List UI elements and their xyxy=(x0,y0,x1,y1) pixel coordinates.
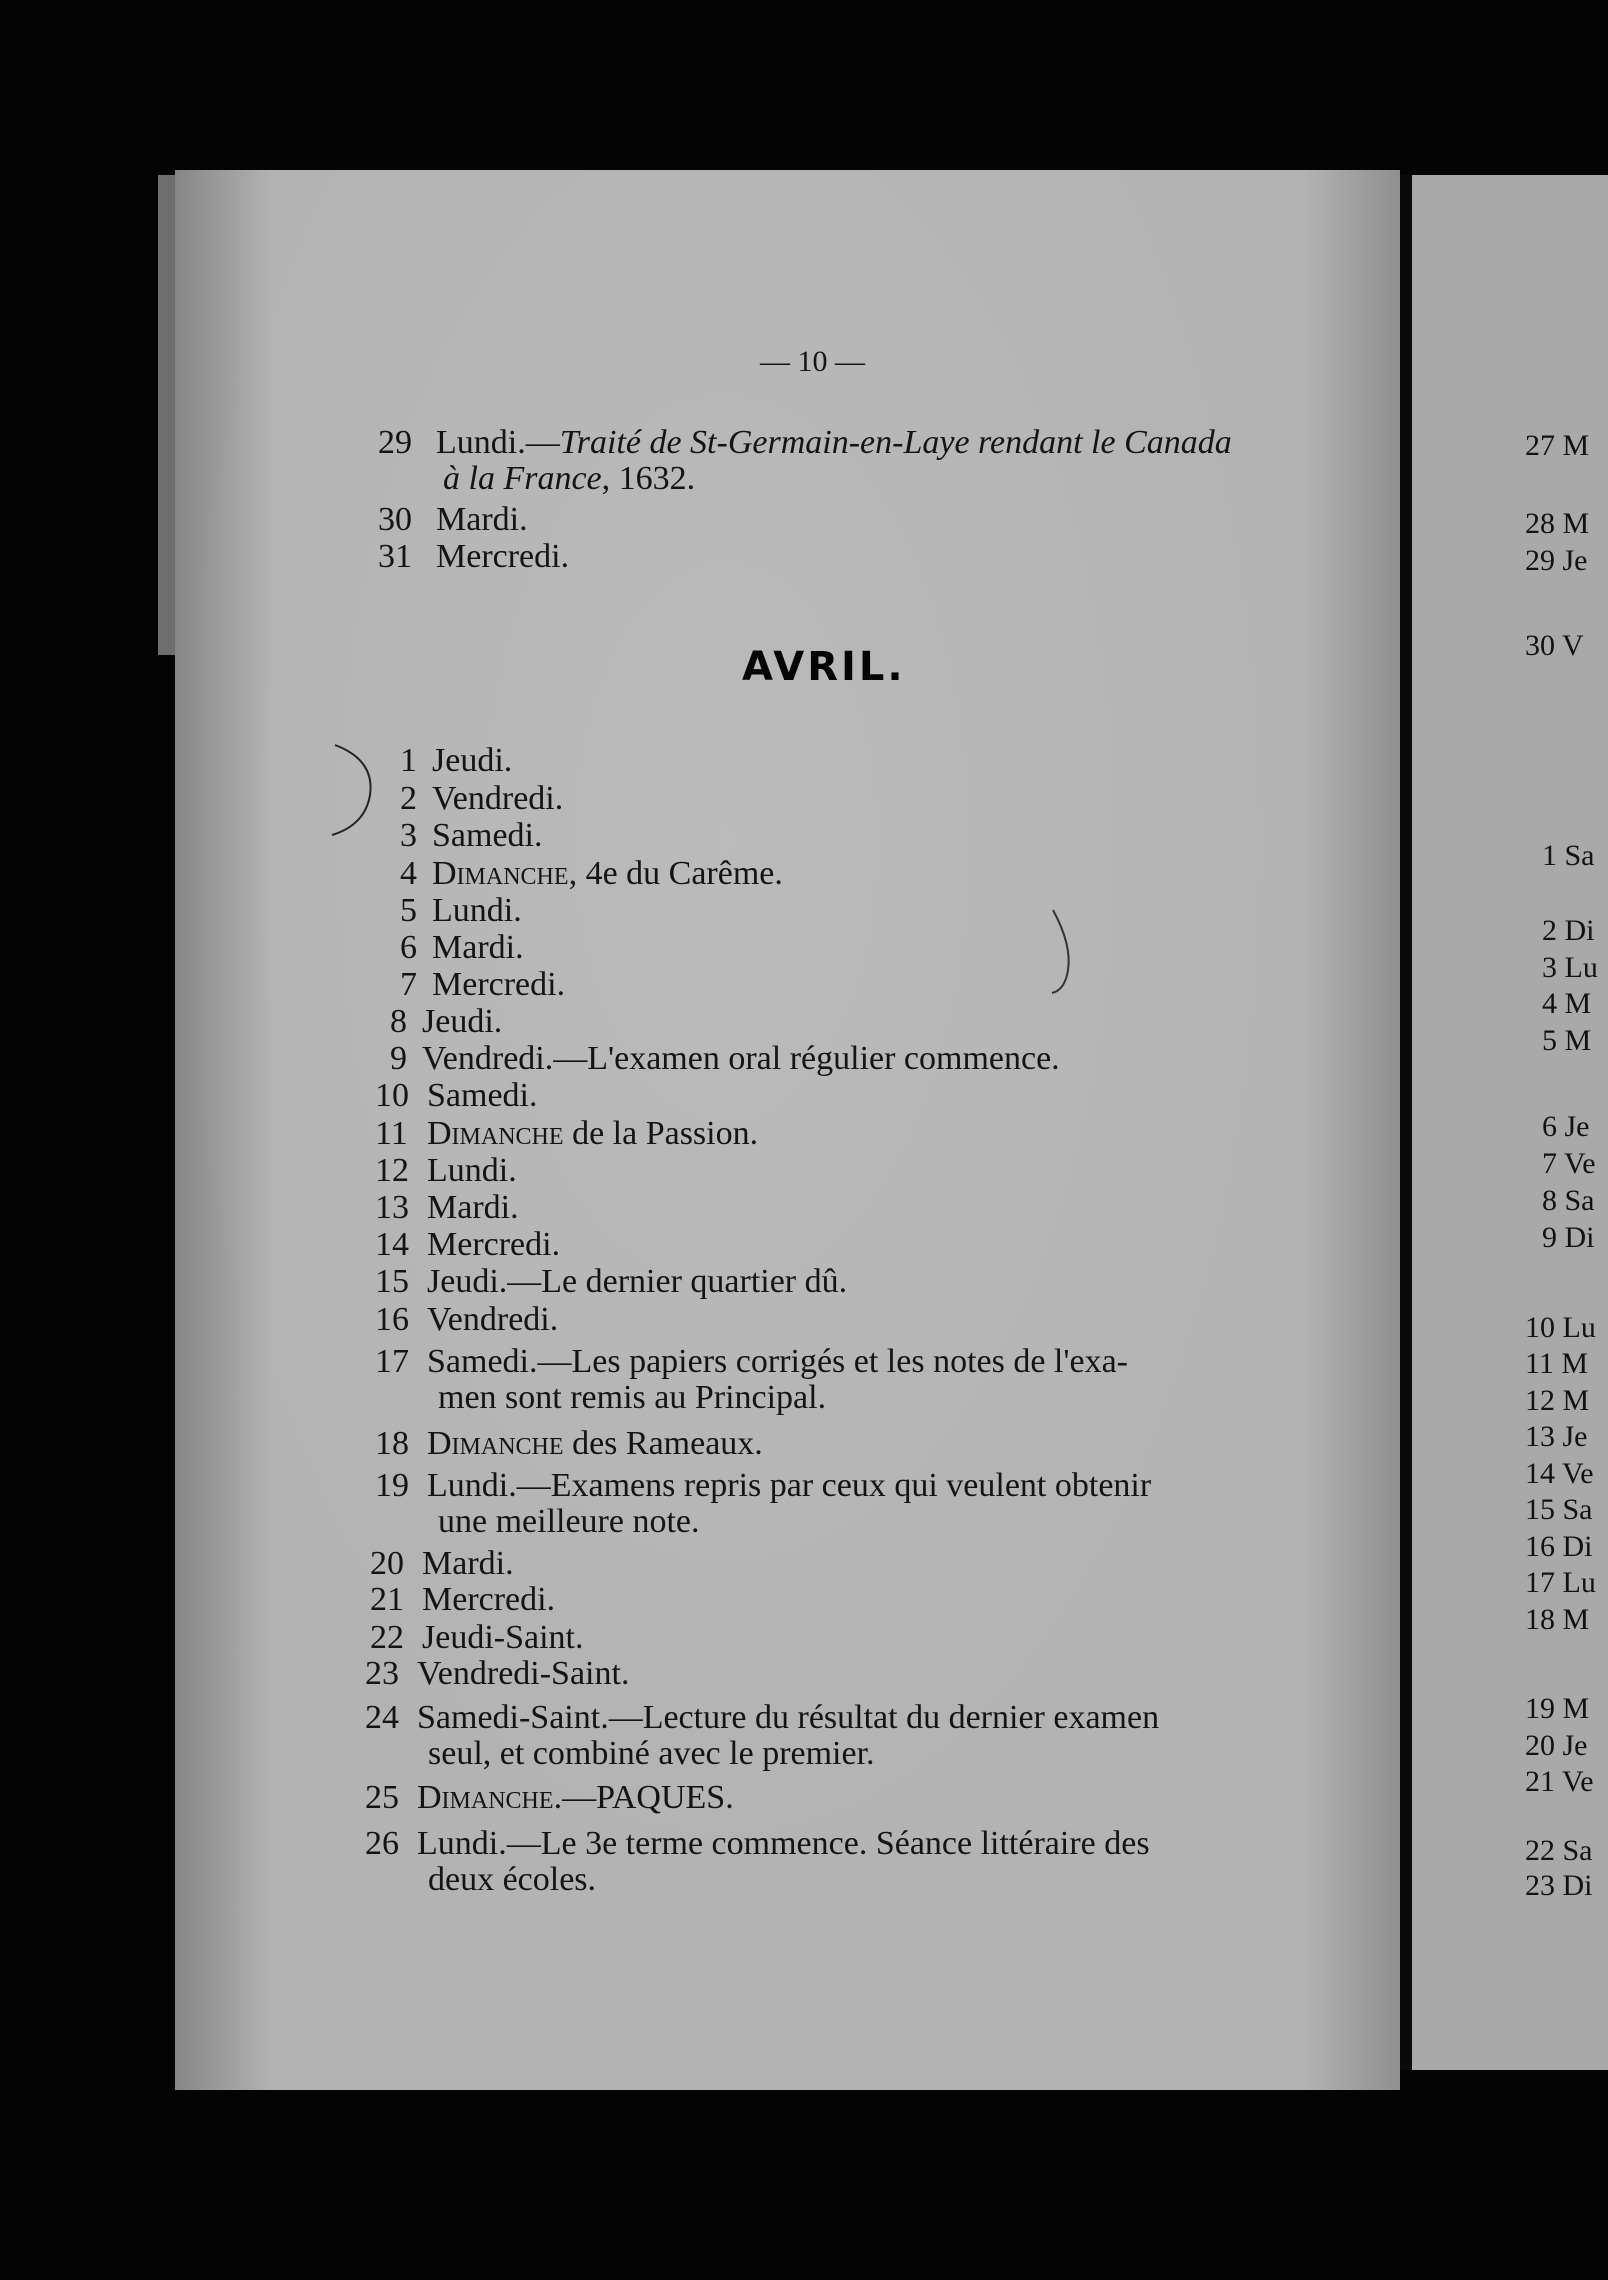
right-page-entry: 4 M xyxy=(1542,987,1592,1020)
calendar-entry xyxy=(375,1343,1129,1416)
calendar-entry xyxy=(375,1467,1152,1540)
right-page-entry: 12 M xyxy=(1525,1384,1590,1417)
calendar-entry xyxy=(400,893,522,929)
day-number: 19 xyxy=(375,1467,409,1504)
pencil-bracket-mark xyxy=(330,740,390,840)
day-number: 6 xyxy=(400,929,417,966)
page-number: — 10 — xyxy=(760,345,865,378)
right-page-entry: 2 Di xyxy=(1542,914,1595,947)
day-number: 9 xyxy=(390,1040,407,1077)
right-page-entry: 13 Je xyxy=(1525,1420,1588,1453)
calendar-entry xyxy=(370,1546,514,1582)
month-heading: AVRIL. xyxy=(742,644,906,690)
day-number: 31 xyxy=(378,538,412,575)
day-number: 18 xyxy=(375,1425,409,1462)
day-number: 26 xyxy=(365,1825,399,1862)
calendar-entry xyxy=(375,1302,558,1338)
day-number: 3 xyxy=(400,817,417,854)
calendar-entry xyxy=(365,1699,1160,1772)
day-text: des Rameaux. xyxy=(563,1425,763,1462)
day-text: Samedi. xyxy=(427,1077,538,1114)
day-text: Vendredi. xyxy=(432,780,564,817)
day-number: 2 xyxy=(400,780,417,817)
day-number: 15 xyxy=(375,1263,409,1300)
day-name-smallcaps: Dimanche xyxy=(427,1425,564,1462)
right-page-entry: 14 Ve xyxy=(1525,1457,1594,1490)
calendar-entry xyxy=(375,1078,537,1114)
day-number: 29 xyxy=(378,424,412,461)
right-page-entry: 19 M xyxy=(1525,1692,1590,1725)
calendar-entry xyxy=(375,1227,560,1263)
day-text: Jeudi. xyxy=(432,742,513,779)
calendar-entry xyxy=(375,1426,763,1462)
continuation-text: , 1632. xyxy=(601,460,696,497)
calendar-entry xyxy=(390,1041,1060,1077)
right-page-entry: 28 M xyxy=(1525,507,1590,540)
right-page-entry: 18 M xyxy=(1525,1603,1590,1636)
day-number: 25 xyxy=(365,1779,399,1816)
day-number: 8 xyxy=(390,1003,407,1040)
calendar-entry xyxy=(400,967,565,1003)
day-text: Mardi. xyxy=(427,1189,519,1226)
day-text: Samedi. xyxy=(432,817,543,854)
right-page-entry: 29 Je xyxy=(1525,544,1588,577)
calendar-entry xyxy=(375,1116,758,1152)
day-text: Vendredi. xyxy=(427,1301,559,1338)
continuation-italic: à la France xyxy=(443,460,602,497)
right-page-entry: 16 Di xyxy=(1525,1530,1593,1563)
right-page-entry: 11 M xyxy=(1525,1347,1589,1380)
day-continuation: une meilleure note. xyxy=(438,1503,700,1540)
calendar-entry xyxy=(365,1656,629,1692)
calendar-entry xyxy=(400,930,524,966)
day-text: Lundi. xyxy=(427,1152,517,1189)
day-number: 20 xyxy=(370,1545,404,1582)
calendar-entry xyxy=(400,781,563,817)
day-text: Vendredi-Saint. xyxy=(417,1655,630,1692)
day-text: Lundi.—Examens repris par ceux qui veulent obtenir xyxy=(427,1467,1152,1504)
day-number: 4 xyxy=(400,855,417,892)
calendar-entry xyxy=(400,818,542,854)
day-text: , 4e du Carême. xyxy=(568,855,783,892)
day-number: 21 xyxy=(370,1581,404,1618)
calendar-entry xyxy=(375,1153,517,1189)
right-page-entry: 9 Di xyxy=(1542,1221,1595,1254)
right-page-entry: 21 Ve xyxy=(1525,1765,1594,1798)
day-continuation xyxy=(443,461,695,497)
day-name-smallcaps: Dimanche xyxy=(432,855,569,892)
day-number: 30 xyxy=(378,501,412,538)
day-text: Lundi.—Le 3e terme commence. Séance littéraire des xyxy=(417,1825,1150,1862)
right-page-entry: 5 M xyxy=(1542,1024,1592,1057)
calendar-entry xyxy=(378,502,528,538)
right-page-entry: 3 Lu xyxy=(1542,951,1598,984)
calendar-entry xyxy=(365,1780,734,1816)
day-number: 5 xyxy=(400,892,417,929)
calendar-entry xyxy=(375,1264,847,1300)
calendar-entry xyxy=(378,424,1232,497)
day-continuation: men sont remis au Principal. xyxy=(438,1379,827,1416)
day-number: 11 xyxy=(375,1115,408,1152)
right-page-entry: 17 Lu xyxy=(1525,1566,1596,1599)
right-page-entry: 10 Lu xyxy=(1525,1311,1596,1344)
right-page-entry: 23 Di xyxy=(1525,1869,1593,1902)
calendar-entry xyxy=(370,1620,583,1656)
day-text: Jeudi.—Le dernier quartier dû. xyxy=(427,1263,848,1300)
right-page-entry: 30 V xyxy=(1525,629,1584,662)
day-text: .—PAQUES. xyxy=(553,1779,734,1816)
day-number: 14 xyxy=(375,1226,409,1263)
day-name-smallcaps: Dimanche xyxy=(427,1115,564,1152)
day-number: 16 xyxy=(375,1301,409,1338)
right-page-entry: 22 Sa xyxy=(1525,1834,1593,1867)
day-number: 22 xyxy=(370,1619,404,1656)
day-text: Mardi. xyxy=(432,929,524,966)
day-text: Mercredi. xyxy=(436,538,570,575)
day-number: 13 xyxy=(375,1189,409,1226)
day-number: 12 xyxy=(375,1152,409,1189)
day-number: 23 xyxy=(365,1655,399,1692)
right-page-entry: 20 Je xyxy=(1525,1729,1588,1762)
day-text: Vendredi.—L'examen oral régulier commence. xyxy=(422,1040,1060,1077)
day-text: Jeudi. xyxy=(422,1003,503,1040)
day-number: 7 xyxy=(400,966,417,1003)
calendar-entry xyxy=(365,1825,1150,1898)
book-gutter xyxy=(1400,175,1412,2070)
calendar-entry xyxy=(400,743,512,779)
calendar-entry xyxy=(400,856,783,892)
day-text: Jeudi-Saint. xyxy=(422,1619,584,1656)
right-page-entry: 15 Sa xyxy=(1525,1493,1593,1526)
right-page-entry: 1 Sa xyxy=(1542,839,1595,872)
day-text: de la Passion. xyxy=(563,1115,759,1152)
day-text: Samedi-Saint.—Lecture du résultat du dernier examen xyxy=(417,1699,1160,1736)
calendar-entry xyxy=(375,1190,519,1226)
right-page-entry: 6 Je xyxy=(1542,1110,1590,1143)
right-page-entry: 27 M xyxy=(1525,429,1590,462)
day-text: Samedi.—Les papiers corrigés et les notes de l'exa- xyxy=(427,1343,1129,1380)
day-text: Mardi. xyxy=(436,501,528,538)
calendar-entry xyxy=(378,539,569,575)
calendar-entry xyxy=(370,1582,555,1618)
right-page-entry: 7 Ve xyxy=(1542,1147,1596,1180)
day-note-italic: Traité de St-Germain-en-Laye rendant le Canada xyxy=(559,424,1232,461)
day-continuation: deux écoles. xyxy=(428,1861,597,1898)
day-number: 17 xyxy=(375,1343,409,1380)
pencil-bracket-mark xyxy=(1050,905,1080,995)
day-text: Mercredi. xyxy=(422,1581,556,1618)
day-text: Mercredi. xyxy=(427,1226,561,1263)
right-page-entry: 8 Sa xyxy=(1542,1184,1595,1217)
day-text: Mardi. xyxy=(422,1545,514,1582)
day-number: 10 xyxy=(375,1077,409,1114)
day-text: Lundi.— xyxy=(436,424,560,461)
day-number: 24 xyxy=(365,1699,399,1736)
calendar-entry xyxy=(390,1004,502,1040)
day-text: Lundi. xyxy=(432,892,522,929)
day-text: Mercredi. xyxy=(432,966,566,1003)
day-number: 1 xyxy=(400,742,417,779)
day-continuation: seul, et combiné avec le premier. xyxy=(428,1735,875,1772)
day-name-smallcaps: Dimanche xyxy=(417,1779,554,1816)
